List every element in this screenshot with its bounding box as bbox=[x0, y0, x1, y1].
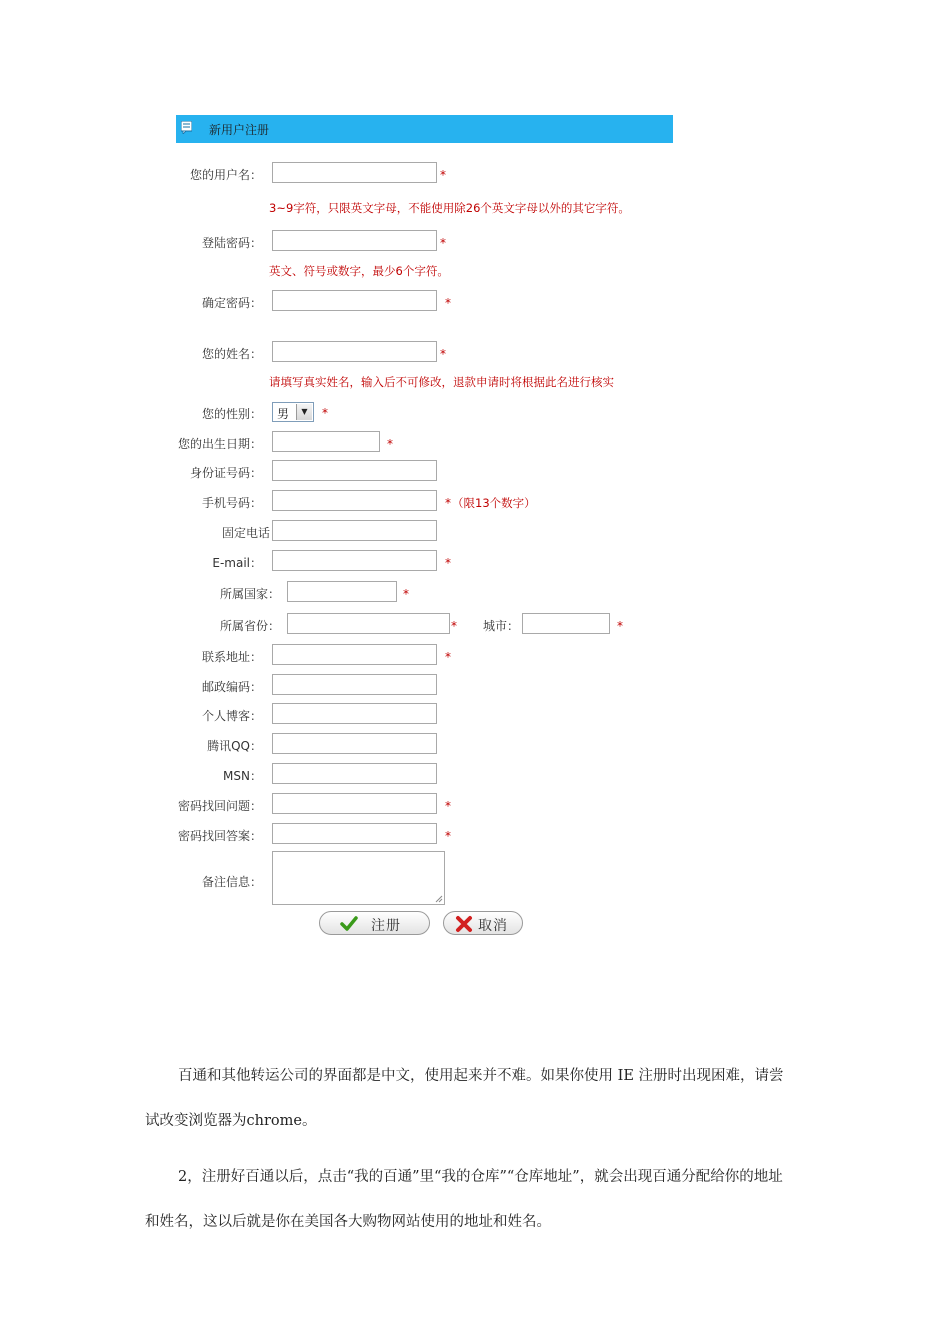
close-icon bbox=[455, 915, 473, 933]
cancel-button-label: 取消 bbox=[478, 918, 508, 934]
msn-input[interactable] bbox=[272, 763, 437, 784]
paragraph-2-line-1: 2，注册好百通以后，点击“我的百通”里“我的仓库”“仓库地址”，就会出现百通分配给你的地址 bbox=[178, 1169, 783, 1185]
required-mark: * bbox=[322, 406, 328, 420]
confirm-password-input[interactable] bbox=[272, 290, 437, 311]
password-label: 登陆密码： bbox=[201, 236, 262, 250]
security-question-input[interactable] bbox=[272, 793, 437, 814]
city-input[interactable] bbox=[522, 613, 610, 634]
form-icon bbox=[181, 121, 192, 134]
real-name-label: 您的姓名： bbox=[201, 347, 262, 361]
email-input[interactable] bbox=[272, 550, 437, 571]
required-mark: * bbox=[445, 556, 451, 570]
username-hint: 3~9字符，只限英文字母，不能使用除26个英文字母以外的其它字符。 bbox=[269, 201, 630, 215]
mobile-input[interactable] bbox=[272, 490, 437, 511]
gender-value: 男 bbox=[277, 407, 290, 421]
qq-input[interactable] bbox=[272, 733, 437, 754]
required-mark: * bbox=[440, 168, 446, 182]
mobile-label: 手机号码： bbox=[201, 496, 262, 510]
birthdate-input[interactable] bbox=[272, 431, 380, 452]
required-mark: * bbox=[445, 799, 451, 813]
mobile-hint: （限13个数字） bbox=[452, 496, 536, 510]
form-title: 新用户注册 bbox=[209, 123, 270, 137]
remarks-label: 备注信息： bbox=[201, 875, 262, 889]
paragraph-2-line-2: 和姓名，这以后就是你在美国各大购物网站使用的地址和姓名。 bbox=[145, 1214, 551, 1230]
postcode-label: 邮政编码： bbox=[201, 680, 262, 694]
address-input[interactable] bbox=[272, 644, 437, 665]
security-question-label: 密码找回问题： bbox=[177, 799, 262, 813]
real-name-input[interactable] bbox=[272, 341, 437, 362]
required-mark: * bbox=[387, 437, 393, 451]
required-mark: * bbox=[440, 347, 446, 361]
required-mark: * bbox=[445, 296, 451, 310]
province-input[interactable] bbox=[287, 613, 450, 634]
real-name-hint: 请填写真实姓名，输入后不可修改，退款申请时将根据此名进行核实 bbox=[269, 375, 614, 389]
country-label: 所属国家： bbox=[219, 587, 280, 601]
paragraph-1-line-2: 试改变浏览器为chrome。 bbox=[145, 1113, 317, 1129]
username-input[interactable] bbox=[272, 162, 437, 183]
gender-label: 您的性别： bbox=[201, 407, 262, 421]
blog-input[interactable] bbox=[272, 703, 437, 724]
birthdate-label: 您的出生日期： bbox=[177, 437, 262, 451]
form-header bbox=[176, 115, 673, 143]
blog-label: 个人博客： bbox=[201, 709, 262, 723]
confirm-password-label: 确定密码： bbox=[201, 296, 262, 310]
resize-handle-icon[interactable] bbox=[434, 894, 443, 903]
password-input[interactable] bbox=[272, 230, 437, 251]
email-label: E-mail： bbox=[212, 556, 262, 570]
postcode-input[interactable] bbox=[272, 674, 437, 695]
id-number-label: 身份证号码： bbox=[189, 466, 262, 480]
qq-label: 腾讯QQ： bbox=[207, 739, 262, 753]
paragraph-1-line-1: 百通和其他转运公司的界面都是中文，使用起来并不难。如果你使用 IE 注册时出现困难，请尝 bbox=[178, 1068, 784, 1084]
required-mark: * bbox=[617, 619, 623, 633]
required-mark: * bbox=[403, 587, 409, 601]
register-button-label: 注册 bbox=[371, 918, 401, 934]
country-input[interactable] bbox=[287, 581, 397, 602]
required-mark: * bbox=[445, 829, 451, 843]
password-hint: 英文、符号或数字，最少6个字符。 bbox=[269, 264, 449, 278]
security-answer-label: 密码找回答案： bbox=[177, 829, 262, 843]
cancel-button[interactable] bbox=[443, 911, 523, 935]
required-mark: * bbox=[445, 496, 451, 510]
address-label: 联系地址： bbox=[201, 650, 262, 664]
required-mark: * bbox=[445, 650, 451, 664]
register-button[interactable] bbox=[319, 911, 430, 935]
province-label: 所属省份： bbox=[219, 619, 280, 633]
required-mark: * bbox=[451, 619, 457, 633]
landline-input[interactable] bbox=[272, 520, 437, 541]
security-answer-input[interactable] bbox=[272, 823, 437, 844]
id-number-input[interactable] bbox=[272, 460, 437, 481]
msn-label: MSN： bbox=[223, 769, 262, 783]
username-label: 您的用户名： bbox=[189, 168, 262, 182]
gender-select[interactable] bbox=[272, 402, 314, 422]
landline-label: 固定电话 bbox=[221, 526, 270, 540]
remarks-textarea[interactable] bbox=[272, 851, 445, 905]
required-mark: * bbox=[440, 236, 446, 250]
city-label: 城市： bbox=[483, 619, 520, 633]
checkmark-icon bbox=[340, 915, 358, 933]
chevron-down-icon[interactable]: ▼ bbox=[296, 404, 312, 420]
